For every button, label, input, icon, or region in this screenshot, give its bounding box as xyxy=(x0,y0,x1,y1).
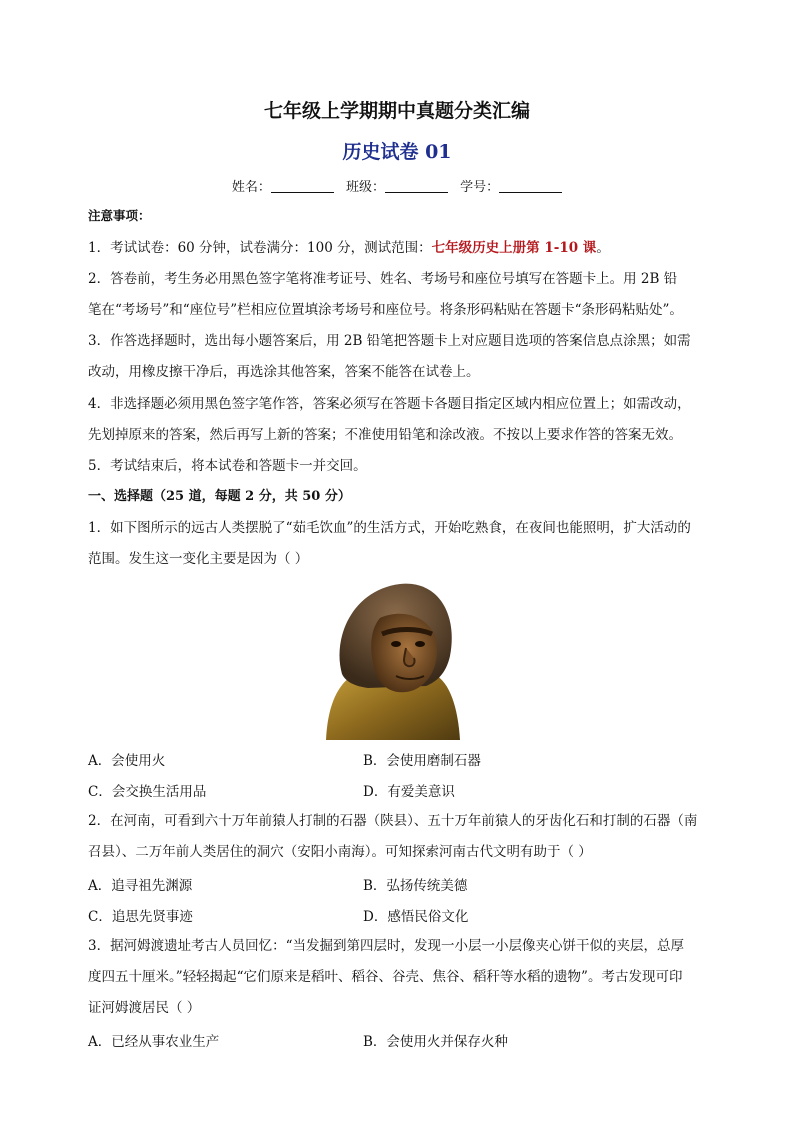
class-blank[interactable] xyxy=(385,180,448,193)
early-human-bust-image xyxy=(322,578,462,740)
q3-option-a[interactable]: A．已经从事农业生产 xyxy=(88,1034,220,1050)
q3-stem-line-2: 度四五十厘米。”轻轻揭起“它们原来是稻叶、稻谷、谷壳、焦谷、稻秆等水稻的遗物”。考古发现可印 xyxy=(88,969,683,985)
q1-option-b[interactable]: B．会使用磨制石器 xyxy=(363,753,481,769)
q2-option-a[interactable]: A．追寻祖先渊源 xyxy=(88,878,193,894)
page-title: 七年级上学期期中真题分类汇编 xyxy=(263,100,530,122)
q2-option-c[interactable]: C．追思先贤事迹 xyxy=(88,909,193,925)
name-blank[interactable] xyxy=(271,180,334,193)
q2-option-d[interactable]: D．感悟民俗文化 xyxy=(363,909,469,925)
q3-stem-line-1: 3．据河姆渡遗址考古人员回忆：“当发掘到第四层时，发现一小层一小层像夹心饼干似的夹层，总厚 xyxy=(88,938,684,954)
q3-option-b[interactable]: B．会使用火并保存火种 xyxy=(363,1034,508,1050)
notice-item-2-line-1: 2．答卷前，考生务必用黑色签字笔将准考证号、姓名、考场号和座位号填写在答题卡上。用 2B 铅 xyxy=(88,271,678,287)
notice-item-4-line-1: 4．非选择题必须用黑色签字笔作答，答案必须写在答题卡各题目指定区域内相应位置上；如需改动， xyxy=(88,396,691,412)
class-field[interactable] xyxy=(346,176,448,195)
notice-item-1-end: 。 xyxy=(596,240,610,256)
q1-option-c[interactable]: C．会交换生活用品 xyxy=(88,784,207,800)
q1-option-d[interactable]: D．有爱美意识 xyxy=(363,784,455,800)
id-blank[interactable] xyxy=(499,180,562,193)
q2-option-b[interactable]: B．弘扬传统美德 xyxy=(363,878,468,894)
class-label: 班级： xyxy=(345,180,385,195)
notice-item-5: 5．考试结束后，将本试卷和答题卡一并交回。 xyxy=(88,458,367,474)
notice-item-3-line-2: 改动，用橡皮擦干净后，再选涂其他答案，答案不能答在试卷上。 xyxy=(88,364,480,380)
q1-option-a[interactable]: A．会使用火 xyxy=(88,753,166,769)
notice-item-2-line-2: 笔在“考场号”和“座位号”栏相应位置填涂考场号和座位号。将条形码粘贴在答题卡“条形码粘贴处”。 xyxy=(88,302,683,318)
q3-stem-line-3: 证河姆渡居民（ ） xyxy=(88,1000,201,1016)
test-scope-highlight: 七年级历史上册第 1-10 课 xyxy=(431,240,597,256)
id-field[interactable] xyxy=(460,176,562,195)
paper-subtitle: 历史试卷 01 xyxy=(342,141,452,163)
name-field[interactable] xyxy=(232,176,334,195)
q2-stem-line-1: 2．在河南，可看到六十万年前猿人打制的石器（陕县）、五十万年前猿人的牙齿化石和打制的石器（南 xyxy=(88,813,698,829)
q1-stem-line-2: 范围。发生这一变化主要是因为（ ） xyxy=(88,551,309,567)
notice-item-4-line-2: 先划掉原来的答案，然后再写上新的答案；不准使用铅笔和涂改液。不按以上要求作答的答案无效。 xyxy=(88,427,682,443)
q1-stem-line-1: 1．如下图所示的远古人类摆脱了“茹毛饮血”的生活方式，开始吃熟食，在夜间也能照明，扩大活动的 xyxy=(88,520,691,536)
student-info-row xyxy=(0,176,794,195)
notice-heading: 注意事项： xyxy=(88,208,151,223)
q2-stem-line-2: 召县）、二万年前人类居住的洞穴（安阳小南海）。可知探索河南古代文明有助于（ ） xyxy=(88,844,592,860)
notice-item-3-line-1: 3．作答选择题时，选出每小题答案后，用 2B 铅笔把答题卡上对应题目选项的答案信息点涂黑；如需 xyxy=(88,333,691,349)
section-heading: 一、选择题（25 道，每题 2 分，共 50 分） xyxy=(88,489,351,504)
notice-item-1-text: 1．考试试卷：60 分钟，试卷满分：100 分，测试范围： xyxy=(88,240,432,256)
name-label: 姓名： xyxy=(231,180,271,195)
id-label: 学号： xyxy=(460,180,500,195)
notice-item-1 xyxy=(88,238,728,258)
